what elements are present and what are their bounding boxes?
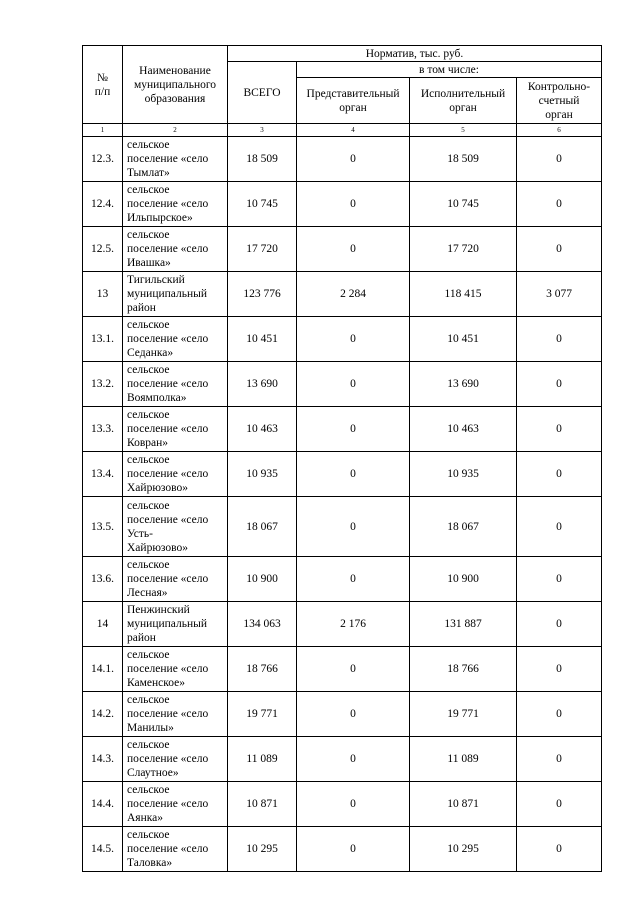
- executive-value: 10 871: [410, 782, 517, 827]
- row-number: 14.2.: [83, 692, 123, 737]
- total-value: 18 766: [228, 647, 297, 692]
- executive-value: 10 451: [410, 317, 517, 362]
- representative-value: 0: [297, 557, 410, 602]
- table-row: [83, 407, 602, 452]
- column-number: 1: [83, 124, 123, 137]
- total-value: 134 063: [228, 602, 297, 647]
- control-value: 0: [517, 602, 602, 647]
- municipality-name: сельское поселение «село Манилы»: [123, 692, 228, 737]
- executive-value: 17 720: [410, 227, 517, 272]
- representative-value: 0: [297, 782, 410, 827]
- table-row: [83, 227, 602, 272]
- representative-value: 0: [297, 137, 410, 182]
- header-num: № п/п: [83, 46, 123, 124]
- executive-value: 10 463: [410, 407, 517, 452]
- total-value: 13 690: [228, 362, 297, 407]
- control-value: 0: [517, 137, 602, 182]
- row-number: 13.5.: [83, 497, 123, 557]
- control-value: 0: [517, 407, 602, 452]
- municipality-name: сельское поселение «село Воямполка»: [123, 362, 228, 407]
- municipality-name: сельское поселение «село Аянка»: [123, 782, 228, 827]
- total-value: 10 463: [228, 407, 297, 452]
- table-row: [83, 602, 602, 647]
- representative-value: 2 284: [297, 272, 410, 317]
- control-value: 0: [517, 452, 602, 497]
- control-value: 0: [517, 182, 602, 227]
- total-value: 10 871: [228, 782, 297, 827]
- municipality-name: сельское поселение «село Лесная»: [123, 557, 228, 602]
- municipality-name: сельское поселение «село Таловка»: [123, 827, 228, 872]
- row-number: 14.4.: [83, 782, 123, 827]
- total-value: 11 089: [228, 737, 297, 782]
- representative-value: 0: [297, 182, 410, 227]
- table-row: [83, 497, 602, 557]
- municipality-name: сельское поселение «село Усть- Хайрюзово»: [123, 497, 228, 557]
- table-row: [83, 317, 602, 362]
- municipality-name: сельское поселение «село Ильпырское»: [123, 182, 228, 227]
- table-row: [83, 557, 602, 602]
- executive-value: 13 690: [410, 362, 517, 407]
- control-value: 0: [517, 692, 602, 737]
- executive-value: 10 295: [410, 827, 517, 872]
- table-row: [83, 827, 602, 872]
- total-value: 123 776: [228, 272, 297, 317]
- row-number: 13.2.: [83, 362, 123, 407]
- municipality-name: сельское поселение «село Каменское»: [123, 647, 228, 692]
- control-value: 0: [517, 827, 602, 872]
- row-number: 12.5.: [83, 227, 123, 272]
- header-ctrl: Контрольно- счетный орган: [517, 78, 602, 124]
- control-value: 0: [517, 317, 602, 362]
- representative-value: 0: [297, 452, 410, 497]
- control-value: 3 077: [517, 272, 602, 317]
- header-rep: Представительный орган: [297, 78, 410, 124]
- row-number: 13.1.: [83, 317, 123, 362]
- row-number: 13.3.: [83, 407, 123, 452]
- control-value: 0: [517, 362, 602, 407]
- table-body: [83, 137, 602, 872]
- table-row: [83, 737, 602, 782]
- representative-value: 0: [297, 737, 410, 782]
- representative-value: 0: [297, 317, 410, 362]
- municipality-name: сельское поселение «село Седанка»: [123, 317, 228, 362]
- control-value: 0: [517, 782, 602, 827]
- municipality-name: Тигильский муниципальный район: [123, 272, 228, 317]
- control-value: 0: [517, 227, 602, 272]
- municipality-name: сельское поселение «село Ковран»: [123, 407, 228, 452]
- executive-value: 18 509: [410, 137, 517, 182]
- row-number: 12.4.: [83, 182, 123, 227]
- executive-value: 10 900: [410, 557, 517, 602]
- row-number: 13: [83, 272, 123, 317]
- header-norm: Норматив, тыс. руб.: [228, 46, 602, 62]
- total-value: 10 451: [228, 317, 297, 362]
- executive-value: 19 771: [410, 692, 517, 737]
- total-value: 18 509: [228, 137, 297, 182]
- representative-value: 0: [297, 407, 410, 452]
- representative-value: 0: [297, 647, 410, 692]
- header-exec: Исполнительный орган: [410, 78, 517, 124]
- total-value: 10 935: [228, 452, 297, 497]
- total-value: 17 720: [228, 227, 297, 272]
- executive-value: 118 415: [410, 272, 517, 317]
- table-row: [83, 782, 602, 827]
- table-row: [83, 692, 602, 737]
- executive-value: 18 766: [410, 647, 517, 692]
- table-row: [83, 452, 602, 497]
- total-value: 10 900: [228, 557, 297, 602]
- municipality-name: сельское поселение «село Ивашка»: [123, 227, 228, 272]
- table-row: [83, 137, 602, 182]
- column-number: 5: [410, 124, 517, 137]
- row-number: 13.4.: [83, 452, 123, 497]
- representative-value: 0: [297, 497, 410, 557]
- executive-value: 131 887: [410, 602, 517, 647]
- representative-value: 0: [297, 827, 410, 872]
- table-row: [83, 182, 602, 227]
- representative-value: 0: [297, 227, 410, 272]
- total-value: 10 745: [228, 182, 297, 227]
- column-numbers-row: [83, 124, 602, 137]
- row-number: 14.3.: [83, 737, 123, 782]
- municipality-name: сельское поселение «село Слаутное»: [123, 737, 228, 782]
- row-number: 13.6.: [83, 557, 123, 602]
- column-number: 2: [123, 124, 228, 137]
- representative-value: 2 176: [297, 602, 410, 647]
- control-value: 0: [517, 737, 602, 782]
- executive-value: 18 067: [410, 497, 517, 557]
- representative-value: 0: [297, 692, 410, 737]
- executive-value: 10 745: [410, 182, 517, 227]
- column-number: 4: [297, 124, 410, 137]
- municipality-name: сельское поселение «село Тымлат»: [123, 137, 228, 182]
- row-number: 14: [83, 602, 123, 647]
- column-number: 6: [517, 124, 602, 137]
- total-value: 18 067: [228, 497, 297, 557]
- executive-value: 11 089: [410, 737, 517, 782]
- control-value: 0: [517, 647, 602, 692]
- header-incl: в том числе:: [297, 62, 602, 78]
- table-row: [83, 362, 602, 407]
- row-number: 14.1.: [83, 647, 123, 692]
- municipality-name: сельское поселение «село Хайрюзово»: [123, 452, 228, 497]
- control-value: 0: [517, 557, 602, 602]
- total-value: 10 295: [228, 827, 297, 872]
- table-row: [83, 272, 602, 317]
- row-number: 14.5.: [83, 827, 123, 872]
- column-number: 3: [228, 124, 297, 137]
- header-total: ВСЕГО: [228, 62, 297, 124]
- representative-value: 0: [297, 362, 410, 407]
- header-name: Наименование муниципального образования: [123, 46, 228, 124]
- total-value: 19 771: [228, 692, 297, 737]
- executive-value: 10 935: [410, 452, 517, 497]
- norms-table: [82, 45, 602, 872]
- control-value: 0: [517, 497, 602, 557]
- table-row: [83, 647, 602, 692]
- municipality-name: Пенжинский муниципальный район: [123, 602, 228, 647]
- row-number: 12.3.: [83, 137, 123, 182]
